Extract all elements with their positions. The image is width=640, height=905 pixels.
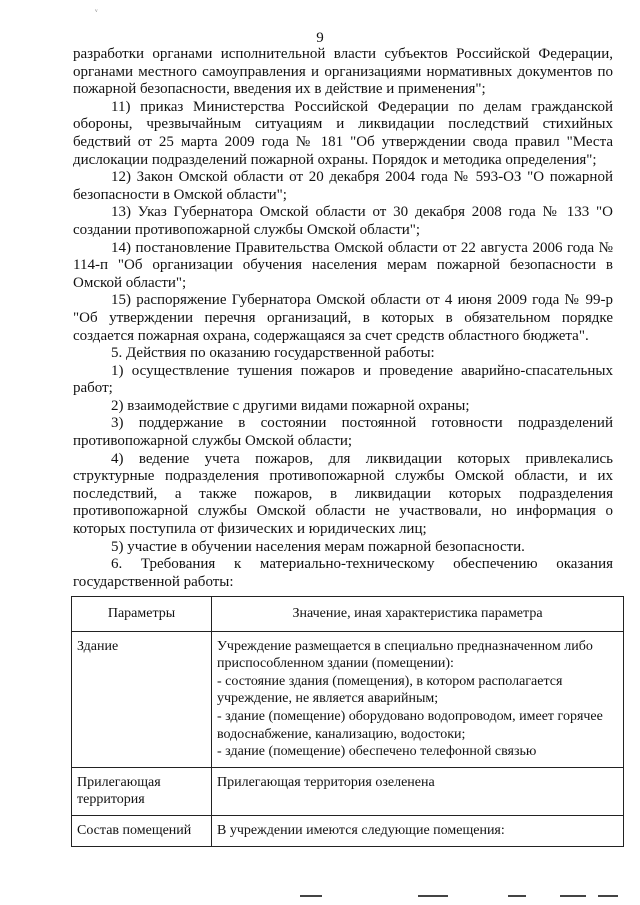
paragraph: 14) постановление Правительства Омской области от 22 августа 2006 года № 114-п "Об организации обучения населения мерам пожарной безопасности в Омской области"; [73, 239, 613, 291]
paragraph: разработки органами исполнительной власти субъектов Российской Федерации, органами местного самоуправления и организациями нормативных документов по пожарной безопасности, введения их в действие и применения"; [73, 46, 613, 98]
parameters-table [71, 596, 624, 847]
value-line: Учреждение размещается в специально предназначенном либо приспособленном здании (помещении): [217, 638, 593, 672]
value-cell [212, 815, 624, 846]
paragraph: 5) участие в обучении населения мерам пожарной безопасности. [111, 538, 525, 555]
parameter-cell: Здание [72, 631, 212, 767]
scan-edge-marks [0, 895, 640, 899]
value-cell [212, 767, 624, 815]
value-line: - здание (помещение) обеспечено телефонной связью [217, 744, 537, 760]
page-number: 9 [316, 30, 324, 46]
paragraph: 5. Действия по оказанию государственной работы: [111, 345, 435, 362]
value-line: - здание (помещение) оборудовано водопроводом, имеет горячее водоснабжение, канализацию, водостоки; [217, 708, 603, 742]
scan-speck: ᵥ [95, 3, 98, 13]
document-body [73, 46, 613, 591]
paragraph: 4) ведение учета пожаров, для ликвидации которых привлекались структурные подразделения противопожарной службы Омской области, и их последствий, а также пожаров, в ликвидации которых подразделения противопожарной службы Омской области не участвовали, но информация о которых поступила от физических и юридических лиц; [73, 450, 613, 538]
column-header-value: Значение, иная характеристика параметра [212, 597, 624, 632]
paragraph: 1) осуществление тушения пожаров и проведение аварийно-спасательных работ; [73, 362, 613, 397]
parameter-cell: Прилегающая территория [72, 767, 212, 815]
paragraph: 11) приказ Министерства Российской Федерации по делам гражданской обороны, чрезвычайным ситуациям и ликвидации последствий стихийных бедствий от 25 марта 2009 года № 181 "Об утверждении свода правил "Места дислокации подразделений пожарной охраны. Порядок и методика определения"; [73, 98, 613, 168]
scan-mark [418, 895, 448, 897]
column-header-parameters: Параметры [72, 597, 212, 632]
table-row [72, 631, 624, 767]
paragraph: 6. Требования к материально-техническому обеспечению оказания государственной работы: [73, 556, 613, 590]
value-line: - состояние здания (помещения), в котором располагается учреждение, не является аварийным; [217, 673, 563, 707]
value-line: Прилегающая территория озеленена [217, 774, 435, 790]
table-row [72, 815, 624, 846]
paragraph: 3) поддержание в состоянии постоянной готовности подразделений противопожарной службы Омской области; [73, 415, 613, 450]
paragraph: 2) взаимодействие с другими видами пожарной охраны; [111, 397, 470, 414]
value-line: В учреждении имеются следующие помещения: [217, 822, 505, 838]
paragraph: 13) Указ Губернатора Омской области от 30 декабря 2008 года № 133 "О создании противопожарной службы Омской области"; [73, 204, 613, 238]
scan-mark [300, 895, 322, 897]
paragraph: 12) Закон Омской области от 20 декабря 2004 года № 593-ОЗ "О пожарной безопасности в Омской области"; [73, 169, 613, 203]
table-header-row [72, 597, 624, 632]
table-row [72, 767, 624, 815]
value-cell [212, 631, 624, 767]
scan-mark [598, 895, 618, 897]
scan-mark [560, 895, 586, 897]
parameter-cell: Состав помещений [72, 815, 212, 846]
scan-mark [508, 895, 526, 897]
paragraph: 15) распоряжение Губернатора Омской области от 4 июня 2009 года № 99-р "Об утверждении перечня организаций, в которых в обязательном порядке создается пожарная охрана, содержащаяся за счет средств областного бюджета". [73, 292, 613, 344]
